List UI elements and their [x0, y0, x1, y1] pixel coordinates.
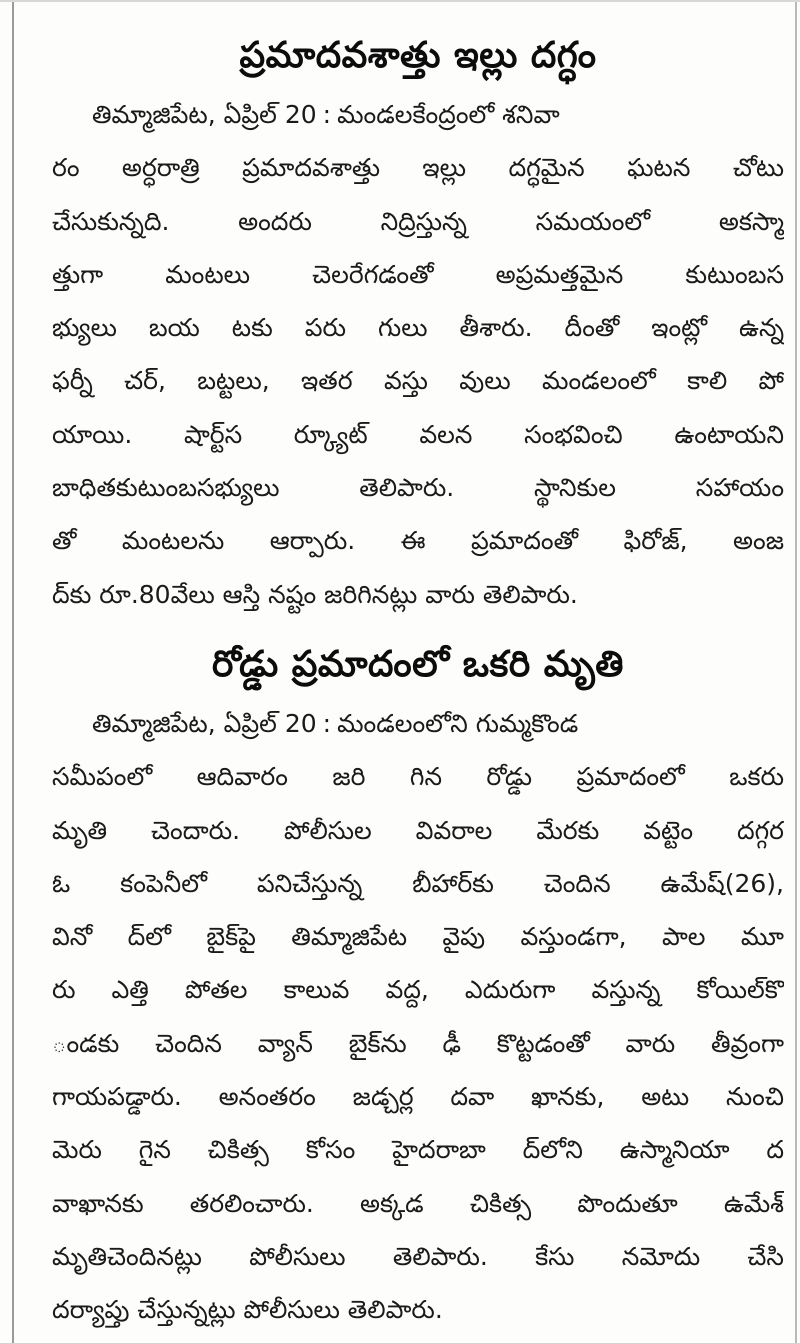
headline: రోడ్డు ప్రమాదంలో ఒకరి మృతి — [212, 644, 624, 685]
dateline-separator: : — [322, 100, 332, 129]
dateline-separator: : — [322, 709, 332, 738]
body-line: గాయపడ్డారు. అనంతరం జడ్చర్ల దవా ఖానకు, అటు నుంచి — [52, 1082, 784, 1112]
body-line: సమీపంలో ఆదివారం జరి గిన రోడ్డు ప్రమాదంలో ఒకరు — [52, 762, 784, 792]
article-road-accident — [52, 637, 784, 1337]
body-line: ండకు చెందిన వ్యాన్ బైక్‌ను ఢీ కొట్టడంతో వారు తీవ్రంగా — [52, 1028, 784, 1058]
article-first-line — [52, 697, 784, 750]
body-line: త్తుగా మంటలు చెలరేగడంతో అప్రమత్తమైన కుటుంబస — [52, 259, 784, 289]
body-line: వినో ద్‌లో బైక్‌పై తిమ్మాజిపేట వైపు వస్తుండగా, పాల మూ — [52, 922, 784, 952]
body-line: చేసుకున్నది. అందరు నిద్రిస్తున్న సమయంలో అకస్మా — [52, 206, 784, 236]
column-rule-right — [795, 2, 797, 1343]
body-line: రం అర్ధరాత్రి ప్రమాదవశాత్తు ఇల్లు దగ్ధమైన ఘటన చోటు — [52, 153, 784, 183]
body-line: ద్‌కు రూ.80వేలు ఆస్తి నష్టం జరిగినట్లు వారు తెలిపారు. — [52, 579, 578, 609]
dateline: తిమ్మాజిపేట, ఏప్రిల్ 20 — [92, 709, 317, 738]
dateline: తిమ్మాజిపేట, ఏప్రిల్ 20 — [92, 100, 317, 129]
body-line: దర్యాప్తు చేస్తున్నట్లు పోలీసులు తెలిపారు. — [52, 1295, 443, 1325]
body-line: వాఖానకు తరలించారు. అక్కడ చికిత్స పొందుతూ ఉమేశ్ — [52, 1188, 784, 1218]
body-line: రు ఎత్తి పోతల కాలువ వద్ద, ఎదురుగా వస్తున్న కోయిల్‌కొ — [52, 975, 784, 1005]
body-line: తో మంటలను ఆర్పారు. ఈ ప్రమాదంతో ఫిరోజ్, అంజ — [52, 526, 784, 556]
body-line: ఫర్నీ చర్, బట్టలు, ఇతర వస్తు వులు మండలంలో కాలి పో — [52, 366, 784, 396]
column-rule-left — [12, 2, 14, 1343]
article-first-line — [52, 88, 784, 141]
body-line: మెరు గైన చికిత్స కోసం హైదరాబా ద్‌లోని ఉస్మానియా ద — [52, 1135, 784, 1165]
body-line: బాధితకుటుంబసభ్యులు తెలిపారు. స్థానికుల సహాయం — [52, 473, 784, 503]
body-line: మృతి చెందారు. పోలీసుల వివరాల మేరకు వట్టెం దగ్గర — [52, 815, 784, 845]
body-text: మండలకేంద్రంలో శనివా — [337, 100, 560, 129]
headline: ప్రమాదవశాత్తు ఇల్లు దగ్ధం — [239, 35, 597, 76]
article-house-fire — [52, 28, 784, 621]
body-text: మండలంలోని గుమ్మకొండ — [337, 709, 579, 738]
body-line: ఓ కంపెనీలో పనిచేస్తున్న బీహార్‌కు చెందిన ఉమేష్(26), — [52, 868, 784, 898]
body-line: యాయి. షార్ట్‌స ర్క్యూట్ వలన సంభవించి ఉంటాయని — [52, 419, 784, 449]
body-line: భ్యులు బయ టకు పరు గులు తీశారు. దీంతో ఇంట్లో ఉన్న — [52, 313, 784, 343]
body-line: మృతిచెందినట్లు పోలీసులు తెలిపారు. కేసు నమోదు చేసి — [52, 1241, 784, 1271]
